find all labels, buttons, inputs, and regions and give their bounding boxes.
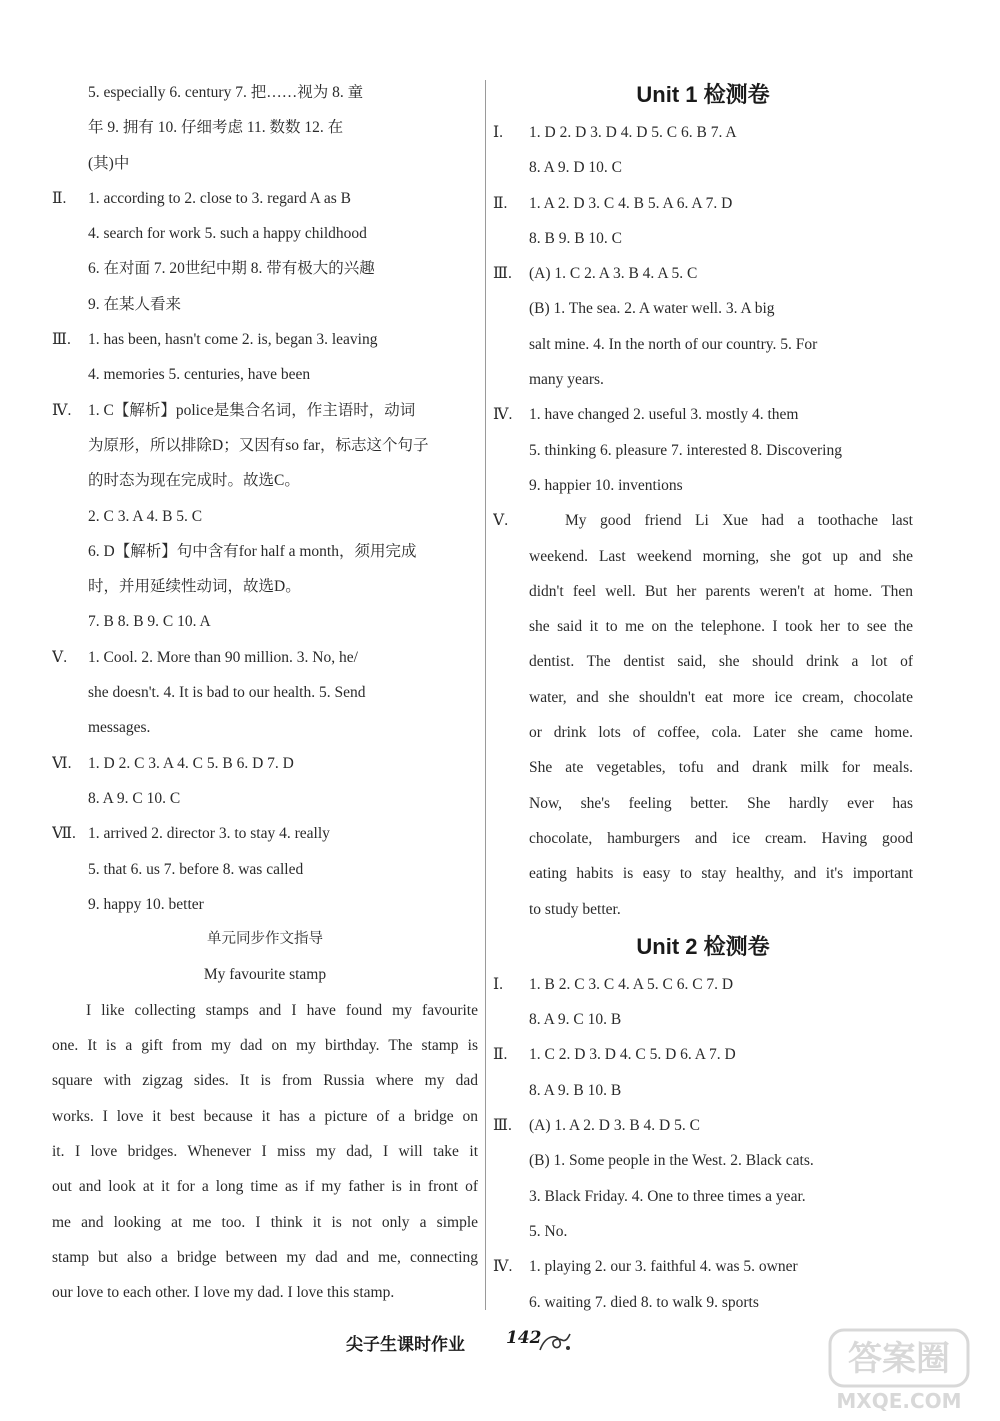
answer-text: 9. happier 10. inventions — [529, 476, 683, 494]
answer-text: 年 9. 拥有 10. 仔细考虑 11. 数数 12. 在 — [88, 119, 344, 137]
essay-line: water, and she shouldn't eat more ice cream, chocolate — [529, 688, 913, 706]
answer-line — [493, 150, 913, 185]
essay-line: Now, she's feeling better. She hardly ever has — [529, 794, 913, 812]
section-label: Ⅲ. — [493, 265, 512, 283]
answer-line — [52, 675, 478, 710]
answer-line — [493, 1179, 913, 1214]
answer-text: 6. D【解析】句中含有for half a month，须用完成 — [88, 542, 417, 560]
answer-line — [52, 816, 478, 851]
answer-text: 7. B 8. B 9. C 10. A — [88, 613, 211, 631]
essay-line: she said it to me on the telephone. I took her to see the — [529, 618, 913, 636]
answer-line — [52, 569, 478, 604]
answer-line — [493, 433, 913, 468]
answer-text: 8. A 9. B 10. B — [529, 1081, 622, 1099]
answer-text: 8. B 9. B 10. C — [529, 229, 623, 247]
section-label: Ⅰ. — [493, 975, 503, 993]
answer-text: 1. D 2. C 3. A 4. C 5. B 6. D 7. D — [88, 754, 294, 772]
answer-line — [493, 1108, 913, 1143]
section-label: Ⅱ. — [52, 189, 67, 207]
answer-line — [52, 887, 478, 922]
section-heading: 单元同步作文指导 — [207, 931, 323, 948]
answer-text: 6. waiting 7. died 8. to walk 9. sports — [529, 1293, 759, 1311]
section-label: Ⅴ. — [493, 512, 509, 530]
section-label: Ⅵ. — [52, 754, 72, 772]
answer-line — [52, 746, 478, 781]
section-label: Ⅲ. — [493, 1117, 512, 1135]
right-column — [493, 75, 913, 1320]
section-label: Ⅳ. — [52, 401, 72, 419]
answer-text: salt mine. 4. In the north of our country. 5. For — [529, 335, 818, 353]
answer-text: 1. Cool. 2. More than 90 million. 3. No, he/ — [88, 648, 358, 666]
essay-line: weekend. Last weekend morning, she got up and she — [529, 547, 913, 565]
answer-line — [52, 146, 478, 181]
answer-line — [493, 362, 913, 397]
answer-text: 1. has been, hasn't come 2. is, began 3. leaving — [88, 331, 378, 349]
answer-line — [493, 1285, 913, 1320]
answer-text: 2. C 3. A 4. B 5. C — [88, 507, 203, 525]
essay-line: works. I love it best because it has a picture of a bridge on — [52, 1107, 478, 1125]
answer-line — [52, 181, 478, 216]
answer-line — [52, 534, 478, 569]
section-label: Ⅶ. — [52, 825, 76, 843]
answer-line — [52, 428, 478, 463]
answer-line — [52, 499, 478, 534]
answer-line — [493, 1214, 913, 1249]
footer-book-title: 尖子生课时作业 — [346, 1335, 465, 1355]
column-divider — [485, 80, 486, 1310]
answer-text: 8. A 9. D 10. C — [529, 159, 623, 177]
answer-line — [493, 1073, 913, 1108]
answer-line — [493, 186, 913, 221]
answer-line — [52, 604, 478, 639]
swirl-ornament-icon — [538, 1330, 572, 1356]
answer-text: 的时态为现在完成时。故选C。 — [88, 472, 300, 490]
answer-text: (A) 1. A 2. D 3. B 4. D 5. C — [529, 1117, 700, 1135]
answer-text: (其)中 — [88, 154, 130, 172]
essay-text: My good friend Li Xue had a toothache last — [565, 512, 913, 530]
left-column — [52, 75, 478, 1310]
essay-line — [493, 503, 913, 538]
answer-text: 9. happy 10. better — [88, 895, 204, 913]
answer-line — [52, 110, 478, 145]
answer-line — [493, 221, 913, 256]
answer-line — [52, 287, 478, 322]
answer-line — [493, 327, 913, 362]
answer-line — [52, 852, 478, 887]
answer-text: 1. D 2. D 3. D 4. D 5. C 6. B 7. A — [529, 124, 737, 141]
essay-line: or drink lots of coffee, cola. Later she came home. — [529, 724, 913, 742]
answer-text: 1. A 2. D 3. C 4. B 5. A 6. A 7. D — [529, 194, 733, 212]
answer-line — [493, 1002, 913, 1037]
essay-line: eating habits is easy to stay healthy, and it's important — [529, 865, 913, 883]
answer-line — [493, 256, 913, 291]
answer-text: 1. C 2. D 3. D 4. C 5. D 6. A 7. D — [529, 1046, 736, 1064]
unit2-title: Unit 2 检测卷 — [636, 933, 770, 959]
answer-text: 5. No. — [529, 1222, 568, 1240]
answer-line — [52, 357, 478, 392]
answer-line — [52, 710, 478, 745]
essay-line: dentist. The dentist said, she should drink a lot of — [529, 653, 913, 671]
essay-line: square with zigzag sides. It is from Russia where my dad — [52, 1072, 478, 1090]
answer-text: 9. 在某人看来 — [88, 295, 182, 313]
answer-line — [52, 393, 478, 428]
answer-text: messages. — [88, 719, 151, 737]
essay-title: My favourite stamp — [203, 966, 327, 984]
answer-line — [493, 397, 913, 432]
answer-line — [493, 1143, 913, 1178]
answer-text: 1. have changed 2. useful 3. mostly 4. them — [529, 406, 799, 424]
answer-text: 1. arrived 2. director 3. to stay 4. really — [88, 825, 330, 843]
essay-line: She ate vegetables, tofu and drank milk for meals. — [529, 759, 913, 777]
answer-line — [52, 781, 478, 816]
answer-text: 8. A 9. C 10. C — [88, 789, 181, 807]
essay-line: I like collecting stamps and I have found my favourite — [86, 1001, 478, 1019]
answer-line — [52, 463, 478, 498]
answer-text: (A) 1. C 2. A 3. B 4. A 5. C — [529, 265, 698, 283]
essay-line: our love to each other. I love my dad. I love this stamp. — [52, 1284, 395, 1302]
section-label: Ⅱ. — [493, 1046, 508, 1064]
answer-text: 1. B 2. C 3. C 4. A 5. C 6. C 7. D — [529, 975, 734, 993]
answer-line — [493, 291, 913, 326]
section-label: Ⅲ. — [52, 331, 71, 349]
essay-line: chocolate, hamburgers and ice cream. Having good — [529, 829, 913, 847]
answer-text: 8. A 9. C 10. B — [529, 1011, 622, 1029]
answer-line — [493, 1037, 913, 1072]
answer-line — [52, 322, 478, 357]
answer-text: 5. especially 6. century 7. 把……视为 8. 童 — [88, 84, 364, 101]
answer-line — [52, 75, 478, 110]
answer-line — [493, 967, 913, 1002]
essay-line: stamp but also a bridge between my dad and me, connecting — [52, 1248, 478, 1266]
answer-text: (B) 1. Some people in the West. 2. Black cats. — [529, 1152, 814, 1170]
answer-text: 4. search for work 5. such a happy childhood — [88, 225, 367, 243]
section-label: Ⅱ. — [493, 194, 508, 212]
essay-line: out and look at it for a long time as if my father is in front of — [52, 1178, 478, 1196]
svg-text:答案圈: 答案圈 — [848, 1339, 950, 1379]
answer-line — [493, 115, 913, 150]
answer-text: (B) 1. The sea. 2. A water well. 3. A big — [529, 300, 775, 318]
answer-text: many years. — [529, 371, 604, 389]
page-number: 142 — [506, 1328, 542, 1348]
svg-text:MXQE.COM: MXQE.COM — [836, 1389, 962, 1413]
answer-line — [52, 251, 478, 286]
essay-line: to study better. — [529, 900, 621, 918]
answer-text: she doesn't. 4. It is bad to our health. 5. Send — [88, 684, 366, 702]
essay-line: it. I love bridges. Whenever I miss my dad, I will take it — [52, 1142, 478, 1160]
answer-text: 为原形，所以排除D；又因有so far，标志这个句子 — [88, 436, 429, 454]
answer-line — [493, 1249, 913, 1284]
essay-line: didn't feel well. But her parents weren't at home. Then — [529, 582, 913, 600]
unit1-title: Unit 1 检测卷 — [636, 82, 770, 107]
answer-text: 3. Black Friday. 4. One to three times a year. — [529, 1187, 806, 1205]
section-label: Ⅳ. — [493, 1258, 513, 1276]
answer-text: 4. memories 5. centuries, have been — [88, 366, 311, 384]
watermark-logo — [826, 1326, 976, 1416]
answer-text: 时，并用延续性动词，故选D。 — [88, 578, 301, 596]
answer-line — [493, 468, 913, 503]
essay-line: one. It is a gift from my dad on my birthday. The stamp is — [52, 1037, 478, 1055]
answer-text: 1. C【解析】police是集合名词，作主语时，动词 — [88, 401, 416, 419]
section-label: Ⅳ. — [493, 406, 513, 424]
answer-text: 6. 在对面 7. 20世纪中期 8. 带有极大的兴趣 — [88, 260, 375, 278]
answer-text: 5. that 6. us 7. before 8. was called — [88, 860, 304, 878]
answer-line — [52, 640, 478, 675]
essay-line: me and looking at me too. I think it is not only a simple — [52, 1213, 478, 1231]
answer-text: 1. playing 2. our 3. faithful 4. was 5. owner — [529, 1258, 798, 1276]
section-label: Ⅰ. — [493, 124, 503, 141]
answer-text: 5. thinking 6. pleasure 7. interested 8. Discovering — [529, 441, 842, 459]
answer-line — [52, 216, 478, 251]
section-label: Ⅴ. — [52, 648, 68, 666]
answer-text: 1. according to 2. close to 3. regard A as B — [88, 189, 352, 207]
